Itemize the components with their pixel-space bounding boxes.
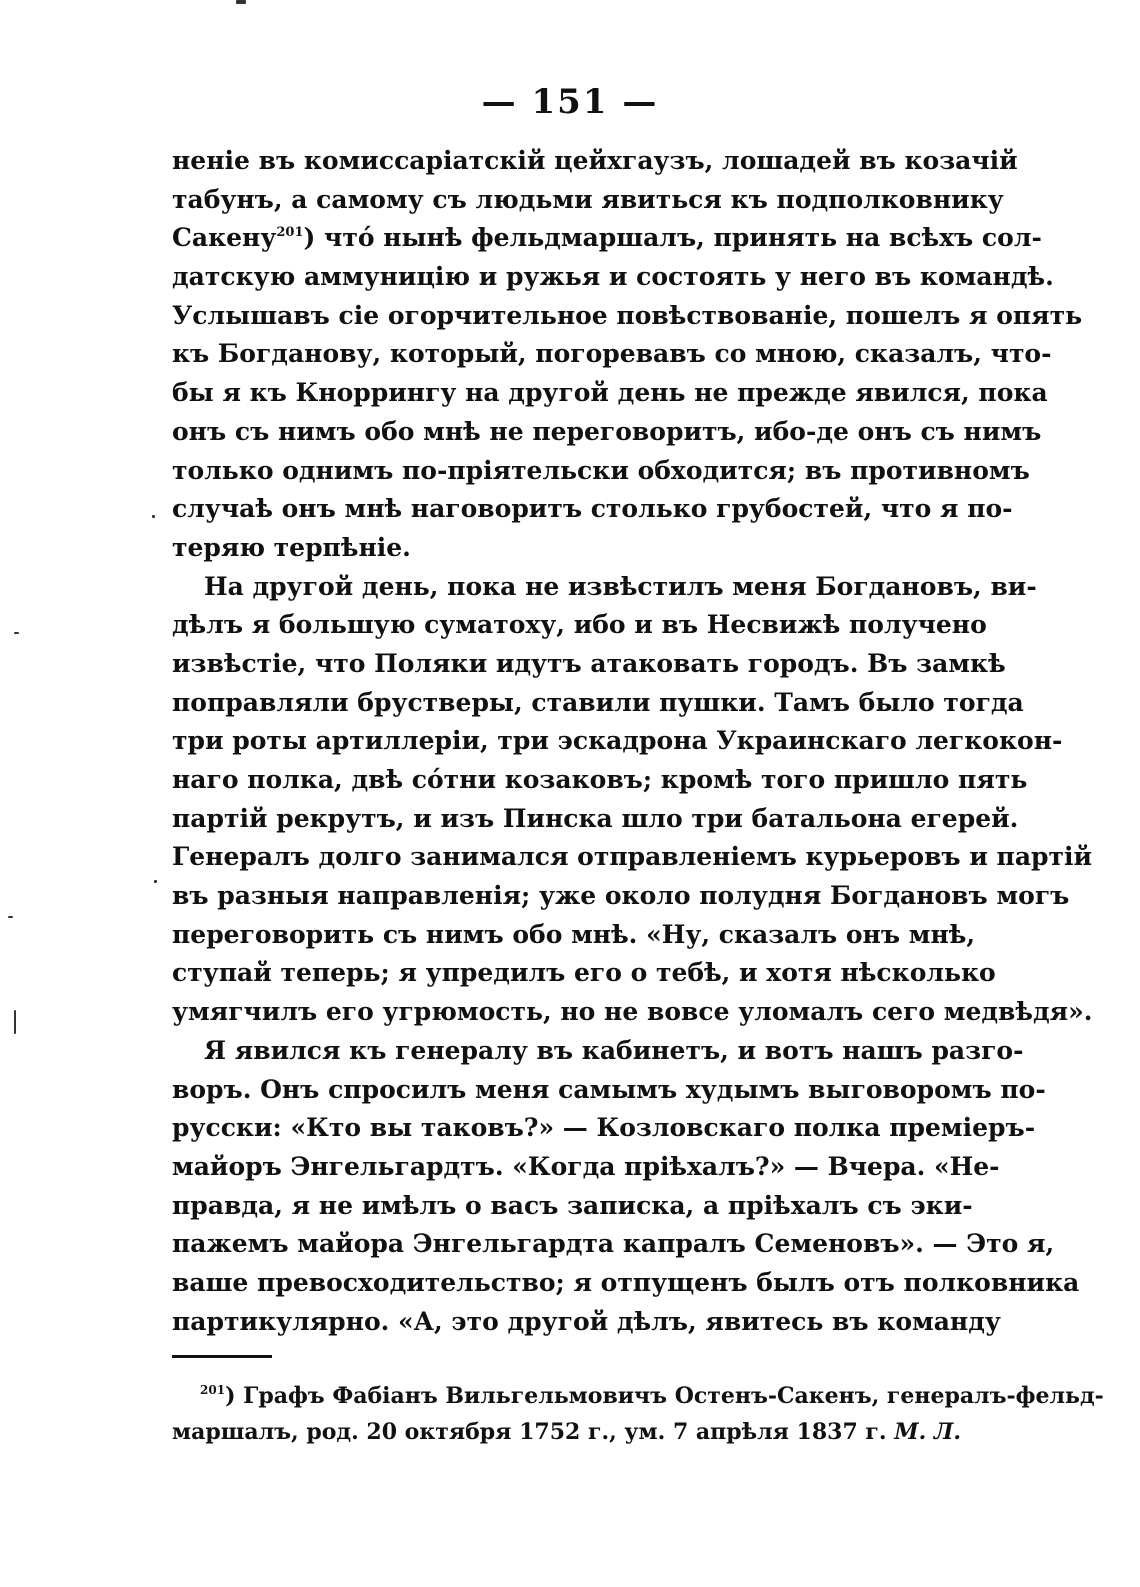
text-line: три роты артиллеріи, три эскадрона Украинскаго легкокон- — [172, 726, 1063, 756]
footnote-mark: 201 — [200, 1383, 226, 1397]
text-line: ступай теперь; я упредилъ его о тебѣ, и хотя нѣсколько — [172, 958, 996, 988]
scan-speck — [152, 515, 155, 518]
page-number: — 151 — — [481, 82, 659, 122]
footnote-reference[interactable]: 201 — [276, 225, 304, 241]
footnote-divider — [172, 1355, 272, 1358]
text-line: датскую аммуницію и ружья и состоять у него въ командѣ. — [172, 262, 1054, 292]
text-line: только однимъ по-пріятельски обходится; въ противномъ — [172, 455, 1030, 485]
text-line: неніе въ комиссаріатскій цейхгаузъ, лошадей въ козачій — [172, 146, 1018, 175]
text-line: наго полка, двѣ сóтни козаковъ; кромѣ того пришло пять — [172, 765, 1028, 794]
footnote-signature: М. Л. — [894, 1419, 962, 1445]
scan-speck — [236, 0, 246, 4]
text-line: къ Богданову, который, погоревавъ со мною, сказалъ, что- — [172, 339, 1052, 369]
text-line: теряю терпѣніе. — [172, 532, 411, 562]
text-line: онъ съ нимъ обо мнѣ не переговоритъ, ибо-де онъ съ нимъ — [172, 416, 1042, 446]
footnote-text: маршалъ, род. 20 октября 1752 г., ум. 7 апрѣля 1837 г. — [172, 1419, 895, 1445]
paragraph-start: Я явился къ генералу въ кабинетъ, и вотъ нашъ разго- — [204, 1035, 1024, 1065]
text-line: партій рекрутъ, и изъ Пинска шло три батальона егерей. — [172, 803, 1019, 833]
text-line: Услышавъ сіе огорчительное повѣствованіе, пошелъ я опять — [172, 300, 1083, 330]
text-line: табунъ, а самому съ людьми явиться къ подполковнику — [172, 184, 1004, 214]
scan-speck — [14, 632, 19, 634]
footnote-line — [172, 1378, 1104, 1414]
text-line: воръ. Онъ спросилъ меня самымъ худымъ выговоромъ по- — [172, 1074, 1046, 1104]
text-line: русски: «Кто вы таковъ?» — Козловскаго полка преміеръ- — [172, 1113, 1036, 1143]
text-line: переговорить съ нимъ обо мнѣ. «Ну, сказалъ онъ мнѣ, — [172, 919, 976, 949]
scan-speck — [154, 880, 157, 883]
text-line: ваше превосходительство; я отпущенъ былъ отъ полковника — [172, 1267, 1080, 1297]
text-line: бы я къ Кноррингу на другой день не прежде явился, пока — [172, 378, 1048, 408]
scan-speck — [8, 916, 13, 918]
text-line: умягчилъ его угрюмость, но не вовсе уломалъ сего медвѣдя». — [172, 997, 1093, 1027]
text-line — [172, 219, 1042, 258]
text-fragment: Сакену — [172, 223, 277, 253]
text-line: Генералъ долго занимался отправленіемъ курьеровъ и партій — [172, 842, 1093, 872]
text-line: партикулярно. «А, это другой дѣлъ, явитесь въ команду — [172, 1306, 1001, 1336]
text-line: майоръ Энгельгардтъ. «Когда пріѣхалъ?» — Вчера. «Не- — [172, 1151, 1000, 1181]
footnote-line — [172, 1414, 962, 1450]
scan-speck — [14, 1010, 16, 1034]
footnote — [172, 1378, 1104, 1450]
text-line: правда, я не имѣлъ о васъ записка, а пріѣхалъ съ эки- — [172, 1190, 973, 1220]
text-line: дѣлъ я большую суматоху, ибо и въ Несвижѣ получено — [172, 610, 987, 640]
text-line: случаѣ онъ мнѣ наговоритъ столько грубостей, что я по- — [172, 494, 1013, 524]
text-line: извѣстіе, что Поляки идутъ атаковать городъ. Въ замкѣ — [172, 648, 1006, 678]
text-fragment: ) чтó нынѣ фельдмаршалъ, принять на всѣхъ сол- — [303, 223, 1042, 253]
text-line: поправляли брустверы, ставили пушки. Тамъ было тогда — [172, 687, 1024, 717]
text-line: пажемъ майора Энгельгардта капралъ Семеновъ». — Это я, — [172, 1229, 1055, 1259]
footnote-text: ) Графъ Фабіанъ Вильгельмовичъ Остенъ-Сакенъ, генералъ-фельд- — [225, 1383, 1104, 1409]
paragraph-start: На другой день, пока не извѣстилъ меня Богдановъ, ви- — [204, 571, 1037, 601]
text-line: въ разныя направленія; уже около полудня Богдановъ могъ — [172, 881, 1070, 911]
main-text — [172, 142, 1093, 1341]
